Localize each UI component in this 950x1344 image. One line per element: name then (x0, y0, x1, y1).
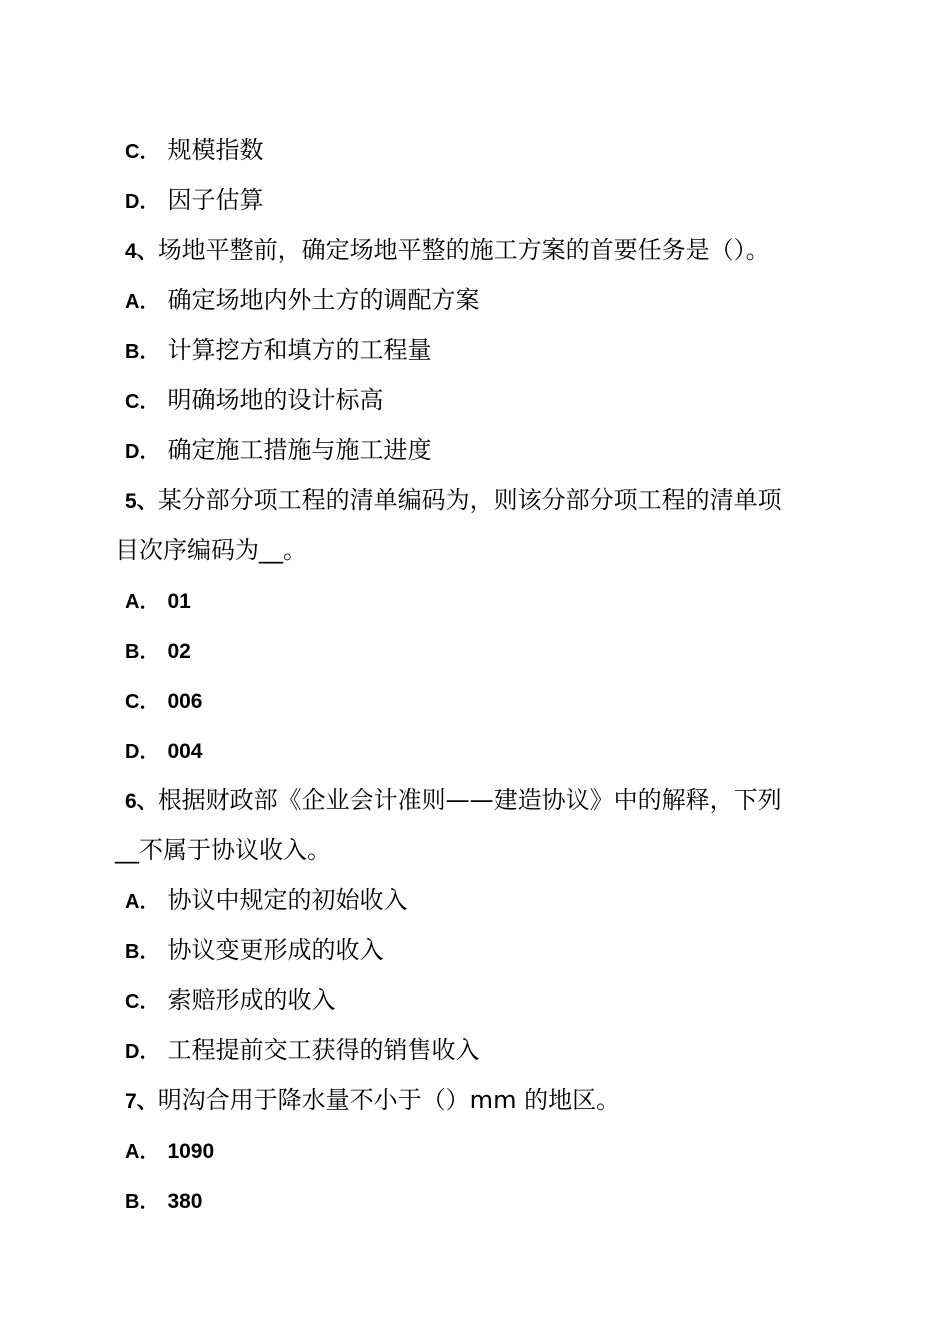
question-text: 某分部分项工程的清单编码为，则该分部分项工程的清单项 (157, 486, 782, 514)
question-text: 目次序编码为__。 (115, 536, 307, 564)
question-5-continuation (115, 525, 840, 575)
option-b-line (115, 1175, 840, 1225)
option-a-line (115, 275, 840, 325)
option-text: 380 (167, 1190, 203, 1213)
option-text: 索赔形成的收入 (167, 986, 336, 1014)
option-text: 工程提前交工获得的销售收入 (167, 1036, 480, 1064)
option-text: 明确场地的设计标高 (167, 386, 384, 414)
question-4 (115, 225, 840, 275)
question-number: 7、 (125, 1090, 158, 1113)
option-c-line (115, 125, 840, 175)
option-label: D． (125, 1041, 160, 1063)
option-label: C． (125, 141, 160, 163)
option-text: 因子估算 (167, 186, 264, 214)
option-label: C． (125, 991, 160, 1013)
option-d-line (115, 1025, 840, 1075)
question-6 (115, 775, 840, 825)
question-6-continuation (115, 825, 840, 875)
option-label: B． (125, 941, 160, 963)
option-label: A． (125, 591, 160, 613)
question-number: 5、 (125, 490, 158, 513)
option-label: C． (125, 691, 160, 713)
option-d-line (115, 425, 840, 475)
option-text: 协议变更形成的收入 (167, 936, 384, 964)
question-number: 4、 (125, 240, 158, 263)
option-a-line (115, 575, 840, 625)
question-text: 根据财政部《企业会计准则——建造协议》中的解释，下列 (157, 786, 782, 814)
option-text: 确定场地内外土方的调配方案 (167, 286, 480, 314)
option-c-line (115, 375, 840, 425)
option-label: D． (125, 191, 160, 213)
document-body (115, 125, 840, 1225)
option-label: D． (125, 441, 160, 463)
option-label: A． (125, 891, 160, 913)
question-text: __不属于协议收入。 (115, 836, 331, 864)
option-text: 01 (167, 590, 191, 613)
question-5 (115, 475, 840, 525)
option-text: 004 (167, 740, 203, 763)
option-a-line (115, 1125, 840, 1175)
option-c-line (115, 675, 840, 725)
option-text: 1090 (167, 1140, 215, 1163)
option-a-line (115, 875, 840, 925)
option-b-line (115, 325, 840, 375)
question-text: 场地平整前，确定场地平整的施工方案的首要任务是（）。 (157, 236, 770, 264)
option-c-line (115, 975, 840, 1025)
question-text: 明沟合用于降水量不小于（）mm 的地区。 (157, 1086, 621, 1114)
option-label: B． (125, 641, 160, 663)
question-number: 6、 (125, 790, 158, 813)
option-text: 02 (167, 640, 191, 663)
option-label: C． (125, 391, 160, 413)
option-label: A． (125, 291, 160, 313)
option-text: 006 (167, 690, 203, 713)
option-b-line (115, 625, 840, 675)
option-label: B． (125, 341, 160, 363)
option-label: B． (125, 1191, 160, 1213)
option-b-line (115, 925, 840, 975)
option-text: 确定施工措施与施工进度 (167, 436, 432, 464)
option-text: 协议中规定的初始收入 (167, 886, 408, 914)
option-label: A． (125, 1141, 160, 1163)
option-d-line (115, 725, 840, 775)
option-text: 规模指数 (167, 136, 264, 164)
option-d-line (115, 175, 840, 225)
option-label: D． (125, 741, 160, 763)
question-7 (115, 1075, 840, 1125)
option-text: 计算挖方和填方的工程量 (167, 336, 432, 364)
